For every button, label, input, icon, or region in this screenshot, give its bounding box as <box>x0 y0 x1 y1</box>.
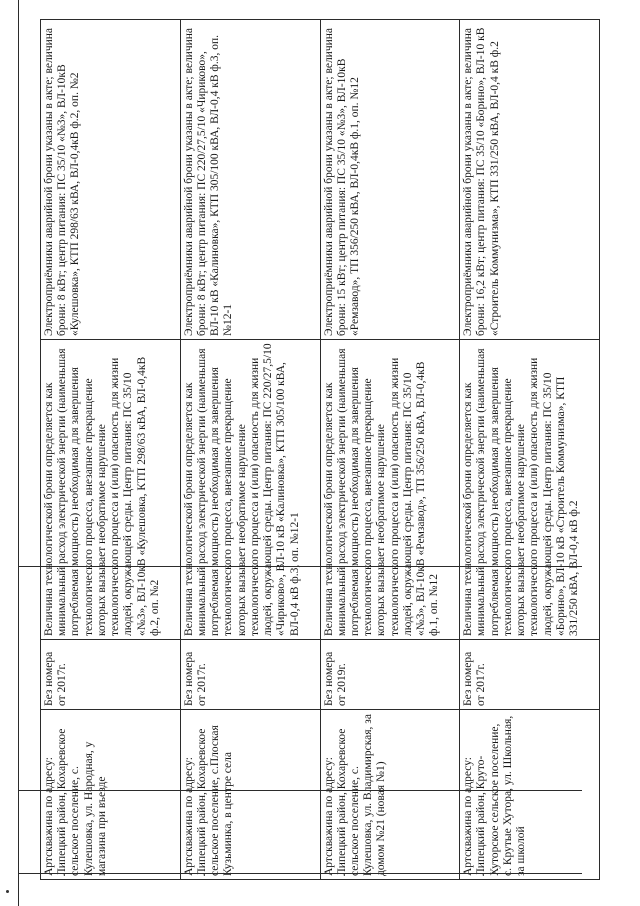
rotated-page-content <box>40 20 600 880</box>
tech-reserve-cell: Величина технологической брони определяется как минимальный расход электрической энергии (наименьшая потребляемая мощность) необходимая для завершения технологического процесса, внезапное прекращение которых вызывает необратимое нарушение технологического процесса и (или) опасность для жизни людей, окружающей среды. Центр питания: ПС 220/27,5/10 «Чириково», ВЛ-10 кВ «Калиновка», КТП 305/100 кВА, ВЛ-0,4 кВ ф.3, оп. №12-1 <box>180 340 320 640</box>
table-row <box>41 20 181 880</box>
table-rule <box>18 566 582 567</box>
emergency-reserve-cell: Электроприёмники аварийной брони указаны в акте; величина брони: 16,2 кВт; центр питания: ПС 35/10 «Борино», ВЛ-10 кВ «Строитель Коммунизма», КТП 331/250 кВА, ВЛ-0,4 кВ ф.2 <box>460 20 600 340</box>
tech-reserve-cell: Величина технологической брони определяется как минимальный расход электрической энергии (наименьшая потребляемая мощность) необходимая для завершения технологического процесса, внезапное прекращение которых вызывает необратимое нарушение технологического процесса и (или) опасность для жизни людей, окружающей среды. Центр питания: ПС 35/10 «№3», ВЛ-10кВ «Кулешовка, КТП 298/63 кВА, ВЛ-0,4кВ ф.2, оп. №2 <box>41 340 181 640</box>
table-row <box>180 20 320 880</box>
number-cell: Без номера от 2017г. <box>41 640 181 710</box>
address-cell: Артскважина по адресу: Липецкий район, Кохаревское сельское поселение, с. Кулешовка, ул. Владимирская, за домом №21 (новая №1) <box>320 710 460 880</box>
reservation-table <box>40 19 600 880</box>
table-row <box>460 20 600 880</box>
number-cell: Без номера от 2017г. <box>180 640 320 710</box>
number-cell: Без номера от 2017г. <box>460 640 600 710</box>
table-rule <box>18 873 582 874</box>
scan-mark <box>6 890 9 893</box>
number-cell: Без номера от 2019г. <box>320 640 460 710</box>
address-cell: Артскважина по адресу: Липецкий район, Кохаревское сельское поселение, с.Плоская Кузьминка, в центре села <box>180 710 320 880</box>
emergency-reserve-cell: Электроприёмники аварийной брони указаны в акте; величина брони: 15 кВт; центр питания: ПС 35/10 «№3», ВЛ-10кВ «Ремзавод», ТП 356/250 кВА, ВЛ-0,4кВ ф.1, оп. №12 <box>320 20 460 340</box>
address-cell: Артскважина по адресу: Липецкий район, Кохаревское сельское поселение, с. Кулешовка, ул. Народная, у магазина при въезде <box>41 710 181 880</box>
table-left-border <box>18 0 19 906</box>
tech-reserve-cell: Величина технологической брони определяется как минимальный расход электрической энергии (наименьшая потребляемая мощность) необходимая для завершения технологического процесса, внезапное прекращение которых вызывает необратимое нарушение технологического процесса и (или) опасность для жизни людей, окружающей среды. Центр питания: ПС 35/10 «Борино», ВЛ-10 кВ «Строитель Коммунизма», КТП 331/250 кВА, ВЛ-0,4 кВ ф.2 <box>460 340 600 640</box>
address-cell: Артскважина по адресу: Липецкий район, Круто-Хуторское сельское поселение, с. Крутые Хутора, ул. Школьная, за школой <box>460 710 600 880</box>
table-row <box>320 20 460 880</box>
tech-reserve-cell: Величина технологической брони определяется как минимальный расход электрической энергии (наименьшая потребляемая мощность) необходимая для завершения технологического процесса, внезапное прекращение которых вызывает необратимое нарушение технологического процесса и (или) опасность для жизни людей, окружающей среды. Центр питания: ПС 35/10 «№3», ВЛ-10кВ «Ремзавод», ТП 356/250 кВА, ВЛ-0,4кВ ф.1, оп. №12 <box>320 340 460 640</box>
table-rule <box>18 790 582 791</box>
emergency-reserve-cell: Электроприёмники аварийной брони указаны в акте; величина брони: 8 кВт; центр питания: ПС 35/10 «№3», ВЛ-10кВ «Кулешовка», КТП 298/63 кВА, ВЛ-0,4кВ ф.2, оп. №2 <box>41 20 181 340</box>
emergency-reserve-cell: Электроприёмники аварийной брони указаны в акте; величина брони: 8 кВт; центр питания: ПС 220/27,5/10 «Чириково», ВЛ-10 кВ «Калиновка», КТП 305/100 кВА, ВЛ-0,4 кВ ф.3, оп. №12-1 <box>180 20 320 340</box>
